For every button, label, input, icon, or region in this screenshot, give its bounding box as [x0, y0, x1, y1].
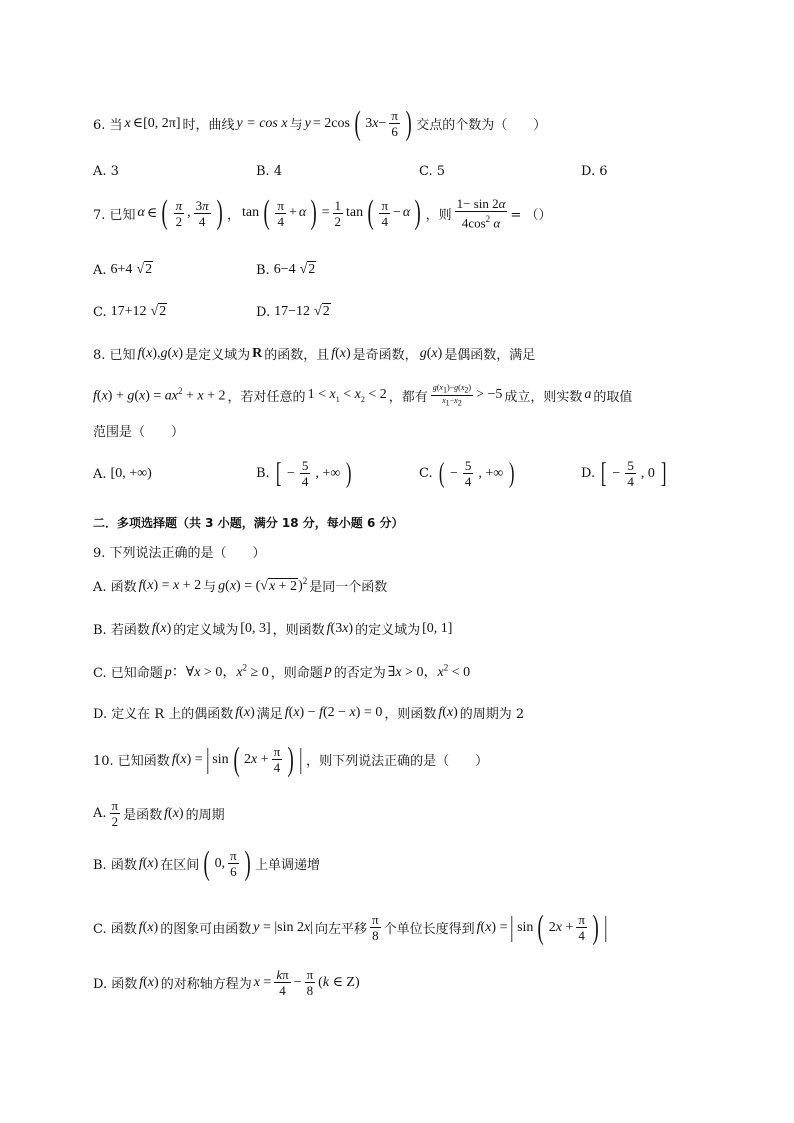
q9-option-c: C. 已知命题 p：∀x > 0，$x^2 \ge 0$ ，则命题 p 的否定为 ∃x > 0，$x^2 < 0$: [93, 662, 471, 681]
q8-option-d: D. [ − $\frac{5}{4}$ , 0 ]: [581, 457, 667, 489]
q6-stem: 6. 当 x ∈[0, 2π] 时，曲线 y = cos x 与 y = 2cos ( 3x− $\frac{\pi}{6}$ ) 交点的个数为（ ）: [93, 104, 547, 142]
q8-option-c: C. ( − $\frac{5}{4}$ , +∞ ): [419, 457, 515, 489]
q10-option-a: A. π 2 是函数 f(x) 的周期: [93, 798, 225, 829]
q7-target-fraction: $\frac{1- \sin 2\alpha}{4\cos^2 \alpha}$: [456, 196, 506, 231]
q6-fraction: $\frac{\pi}{6}$: [391, 108, 398, 139]
q7-option-d: D. 17−12 √2: [256, 304, 330, 320]
q10-stem: 10. 已知函数 f(x) = | sin ( 2x + $\frac{\pi}{4}$ ) | ，则下列说法正确的是（ ）: [93, 740, 489, 778]
q8-option-a: A. [0, +∞): [93, 466, 152, 482]
q6-option-b: B. 4: [256, 164, 283, 179]
q7-option-c: C. 17+12 √2: [93, 304, 167, 320]
q6-text-with: 与: [289, 118, 303, 133]
q8-line2: $f(x) + g(x) = ax^2 + x + 2$ ，若对任意的 $1 < x_1 < x_2 < 2$ ，都有 $g(x_1)-g(x_2)$ $x_1-x_2$ > −5 成立，则实数 a 的取值: [93, 383, 633, 408]
q6-interval: ∈[0, 2π]: [132, 116, 181, 131]
q6-option-d: D. 6: [581, 164, 608, 179]
q6-text-mid: 时，曲线: [182, 118, 235, 133]
q6-curve1: y = cos x: [236, 115, 288, 131]
q6-option-c: C. 5: [419, 164, 446, 179]
q6-var-x: x: [124, 115, 131, 131]
q6-option-a: A. 3: [93, 164, 119, 179]
section-2-title: 二．多项选择题（共 3 小题，满分 18 分，每小题 6 分）: [93, 516, 404, 530]
q7-number: 7. 已知: [93, 207, 136, 223]
q8-line1: 8. 已知 f(x),g(x) 是定义域为 R 的函数，且 f(x) 是奇函数， g(x) 是偶函数，满足: [93, 345, 536, 363]
q8-option-b: B. [ − $\frac{5}{4}$ , +∞ ): [256, 457, 352, 489]
q7-stem: 7. 已知 α ∈ ( π 2 , 3π 4 ) ， tan ( π 4 + α ) = $\frac{1}{2}$ tan ( π 4 − α ) ，则 $\frac{1- \sin 2\alpha}{4\cos^2 \alpha}$ = （）: [93, 194, 552, 232]
q9-option-b: B. 若函数 f(x) 的定义域为 [0, 3] ，则函数 f(3x) 的定义域为 [0, 1]: [93, 620, 453, 638]
q7-option-a: A. 6+4 √2: [93, 262, 153, 278]
q10-option-b: B. 函数 f(x) 在区间 ( 0, π 6 ) 上单调递增: [93, 844, 321, 882]
q10-option-d: D. 函数 f(x) 的对称轴方程为 x = $\frac{k\pi}{4}$ − $\frac{\pi}{8}$ (k ∈ Z): [93, 967, 360, 998]
q8-line3: 范围是（ ）: [93, 425, 185, 440]
q6-curve2: y: [304, 115, 311, 131]
q6-text-end: 交点的个数为（ ）: [416, 118, 547, 133]
q10-option-c: C. 函数 f(x) 的图象可由函数 y = |sin 2x| 向左平移 π 8 个单位长度得到 f(x) = | sin ( 2x + $\frac{\pi}{4}$ ) |: [93, 908, 608, 946]
q9-option-d: D. 定义在 R 上的偶函数 f(x) 满足 f(x) − f(2 − x) = 0 ，则函数 f(x) 的周期为 2: [93, 704, 525, 722]
q7-option-b: B. 6−4 √2: [256, 262, 316, 278]
q9-stem: 9. 下列说法正确的是（ ）: [93, 546, 266, 561]
q9-option-a: A. 函数 f(x) = x + 2 与 $g(x) = (√x + 2)^2$ 是同一个函数: [93, 576, 388, 595]
q6-number: 6. 当: [93, 118, 123, 133]
